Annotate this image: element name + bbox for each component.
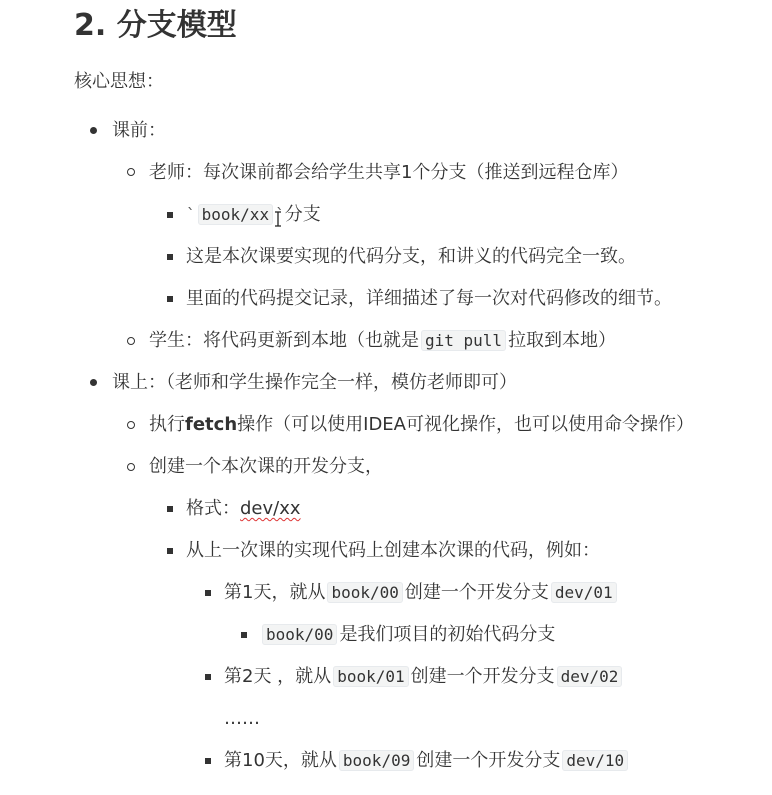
inline-code-book00: book/00 [327, 582, 402, 603]
square-bullet-icon [167, 254, 173, 260]
square-bullet-icon [167, 296, 173, 302]
intro-text: 核心思想： [74, 71, 164, 92]
list-item-student [149, 326, 616, 356]
book00-suffix: 是我们项目的初始代码分支 [339, 624, 556, 645]
day1-mid: 创建一个开发分支 [404, 582, 549, 603]
list-item-teacher: 老师：每次课前都会给学生共享1个分支（推送到远程仓库） [149, 162, 629, 183]
section-heading: 2. 分支模型 [74, 8, 237, 43]
list-item-desc2: 里面的代码提交记录，详细描述了每一次对代码修改的细节。 [186, 288, 672, 309]
backtick: ` [275, 205, 285, 224]
square-bullet-icon [205, 758, 211, 764]
backtick: ` [186, 205, 196, 224]
branch-suffix: 分支 [284, 204, 321, 225]
square-bullet-icon [241, 632, 247, 638]
inline-code-book: book/xx [198, 204, 273, 225]
ellipsis-text: …… [224, 708, 260, 729]
list-item-create-branch: 创建一个本次课的开发分支， [149, 456, 383, 477]
day1-prefix: 第1天，就从 [224, 582, 326, 603]
list-item-day10 [224, 746, 630, 776]
day10-mid: 创建一个开发分支 [416, 750, 561, 771]
day2-mid: 创建一个开发分支 [410, 666, 555, 687]
fetch-prefix: 执行 [149, 414, 185, 435]
inline-code-git-pull: git pull [421, 330, 506, 351]
list-item-during-class: 课上：（老师和学生操作完全一样，模仿老师即可） [112, 372, 517, 393]
day10-prefix: 第10天，就从 [224, 750, 337, 771]
disc-bullet-icon [90, 379, 97, 386]
inline-code-dev02: dev/02 [557, 666, 623, 687]
student-suffix: 拉取到本地） [508, 330, 617, 351]
circle-bullet-icon [127, 168, 135, 176]
square-bullet-icon [167, 506, 173, 512]
square-bullet-icon [167, 212, 173, 218]
inline-code-dev10: dev/10 [562, 750, 628, 771]
list-item-desc1: 这是本次课要实现的代码分支，和讲义的代码完全一致。 [186, 246, 636, 267]
inline-code-book09: book/09 [339, 750, 414, 771]
fetch-suffix: 操作（可以使用IDEA可视化操作，也可以使用命令操作） [237, 414, 694, 435]
list-item-from-previous: 从上一次课的实现代码上创建本次课的代码，例如： [186, 540, 600, 561]
disc-bullet-icon [90, 127, 97, 134]
list-item-day1 [224, 578, 619, 608]
inline-code-book01: book/01 [333, 666, 408, 687]
format-value: dev/xx [240, 498, 301, 519]
list-item-book00-initial [260, 620, 555, 650]
list-item-day2 [224, 662, 624, 692]
list-item-fetch [149, 410, 694, 440]
student-prefix: 学生：将代码更新到本地（也就是 [149, 330, 419, 351]
circle-bullet-icon [127, 337, 135, 345]
list-item-book-branch [186, 200, 321, 230]
text-cursor-icon [274, 211, 282, 227]
inline-code-dev01: dev/01 [551, 582, 617, 603]
list-item-format [186, 494, 301, 524]
square-bullet-icon [205, 674, 211, 680]
format-prefix: 格式： [186, 498, 240, 519]
square-bullet-icon [167, 548, 173, 554]
day2-prefix: 第2天 ，就从 [224, 666, 332, 687]
circle-bullet-icon [127, 463, 135, 471]
fetch-bold: fetch [185, 414, 238, 435]
circle-bullet-icon [127, 421, 135, 429]
list-item-before-class: 课前： [112, 120, 166, 141]
inline-code-book00: book/00 [262, 624, 337, 645]
square-bullet-icon [205, 590, 211, 596]
